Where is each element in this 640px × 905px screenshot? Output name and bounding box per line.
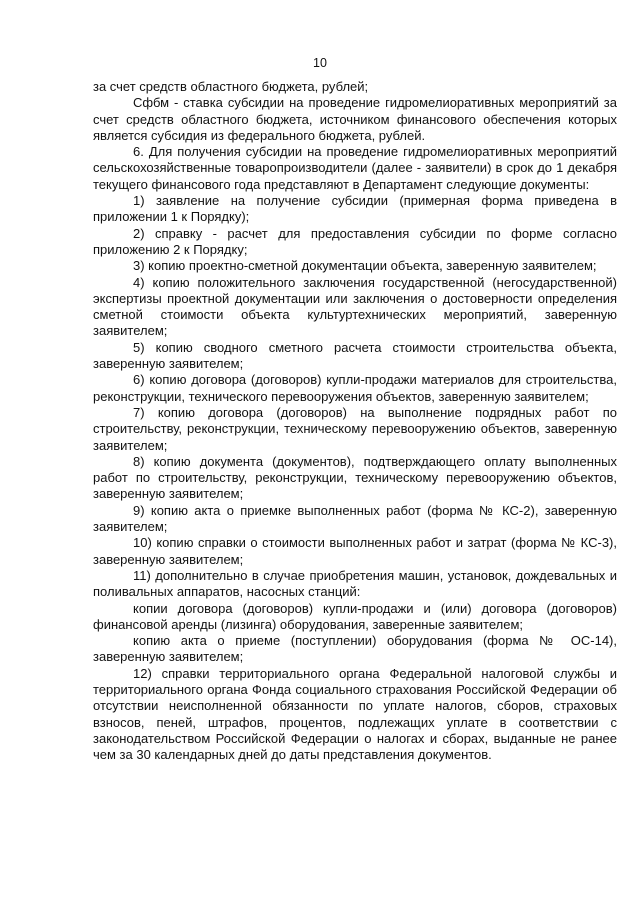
paragraph: Сфбм - ставка субсидии на проведение гидромелиоративных мероприятий за счет средств областного бюджета, источником финансового обеспечения которых является субсидия из федерального бюджета, рублей. xyxy=(93,95,617,143)
list-item: 9) копию акта о приемке выполненных работ (форма № КС-2), заверенную заявителем; xyxy=(93,502,617,535)
list-item: 6) копию договора (договоров) купли-продажи материалов для строительства, реконструкции, технического перевооружения объектов, заверенную заявителем; xyxy=(93,372,617,404)
list-item: 5) копию сводного сметного расчета стоимости строительства объекта, заверенную заявителем; xyxy=(93,339,617,372)
page-number: 10 xyxy=(313,56,327,70)
list-item: 10) копию справки о стоимости выполненных работ и затрат (форма № КС-3), заверенную заявителем; xyxy=(93,535,617,567)
list-item: 11) дополнительно в случае приобретения машин, установок, дождевальных и поливальных аппаратов, насосных станций: xyxy=(93,567,617,600)
list-item: 2) справку - расчет для предоставления субсидии по форме согласно приложению 2 к Порядку; xyxy=(93,225,617,257)
list-item: 8) копию документа (документов), подтверждающего оплату выполненных работ по строительству, реконструкции, техническому перевооружению объектов, заверенную заявителем; xyxy=(93,453,617,502)
list-item: 1) заявление на получение субсидии (примерная форма приведена в приложении 1 к Порядку); xyxy=(93,193,617,225)
list-item: 12) справки территориального органа Федеральной налоговой службы и территориального органа Фонда социального страхования Российской Федерации об отсутствии неисполненной обязанности по уплате налогов, сборов, страховых взносов, пеней, штрафов, процентов, подлежащих уплате в соответствии с законодательством Российской Федерации о налогах и сборах, выданные не ранее чем за 30 календарных дней до даты представления документов. xyxy=(93,665,617,763)
list-item: 4) копию положительного заключения государственной (негосударственной) экспертизы проектной документации или заключения о достоверности определения сметной стоимости объекта культуртехнических мероприятий, заверенную заявителем; xyxy=(93,274,617,339)
list-item: 3) копию проектно-сметной документации объекта, заверенную заявителем; xyxy=(133,258,597,274)
paragraph: за счет средств областного бюджета, рублей; xyxy=(93,79,369,94)
document-body xyxy=(93,79,617,763)
sub-list-item: копии договора (договоров) купли-продажи и (или) договора (договоров) финансовой аренды (лизинга) оборудования, заверенные заявителем; xyxy=(93,600,617,632)
paragraph: 6. Для получения субсидии на проведение гидромелиоративных мероприятий сельскохозяйственные товаропроизводители (далее - заявители) в срок до 1 декабря текущего финансового года представляют в Департамент следующие документы: xyxy=(93,144,617,192)
list-item: 7) копию договора (договоров) на выполнение подрядных работ по строительству, реконструкции, техническому перевооружению объектов, заверенную заявителем; xyxy=(93,404,617,453)
sub-list-item: копию акта о приеме (поступлении) оборудования (форма № ОС-14), заверенную заявителем; xyxy=(93,633,617,665)
